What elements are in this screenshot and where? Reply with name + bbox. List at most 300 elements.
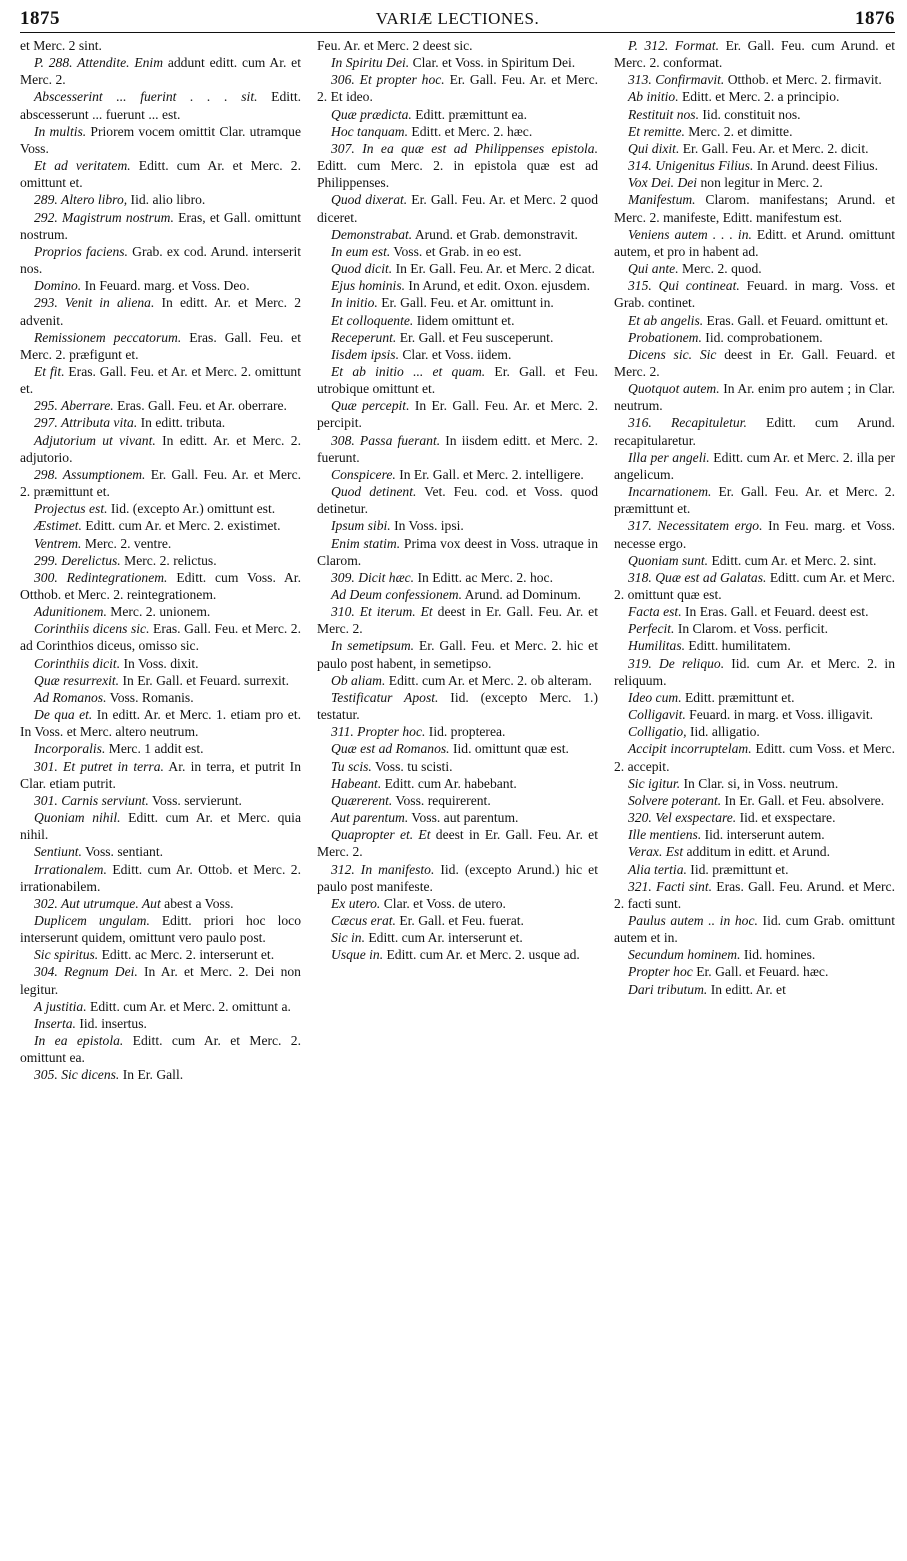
lemma: Quæ est ad Romanos.: [331, 741, 450, 757]
variant-note: Merc. 2. unionem.: [106, 604, 211, 620]
lemma: A justitia.: [34, 998, 87, 1014]
lemma: Et ab initio ... et quam.: [331, 363, 486, 379]
variant-note: Editt. cum Ar. et Merc. 2. omittunt et.: [20, 158, 301, 191]
lemma: Incorporalis.: [34, 741, 106, 757]
apparatus-entry: [20, 946, 301, 963]
variant-note: Er. Gall. et Feu susceperunt.: [396, 329, 554, 345]
running-header: [20, 6, 895, 33]
variant-note: Eras. Gall. Feu. et Ar. oberrare.: [113, 398, 287, 414]
variant-note: Clar. et Voss. iidem.: [398, 346, 512, 362]
apparatus-entry: [614, 689, 895, 706]
lemma: 305. Sic dicens.: [34, 1067, 120, 1083]
apparatus-entry: [614, 981, 895, 998]
lemma: Corinthiis dicens sic.: [34, 621, 150, 637]
variant-note: Eras. Gall. et Feuard. omittunt et.: [703, 312, 889, 328]
lemma: 318. Quæ est ad Galatas.: [628, 569, 767, 585]
apparatus-entry: [317, 346, 598, 363]
apparatus-entry: [20, 123, 301, 157]
apparatus-entry: [614, 414, 895, 448]
lemma: Colligatio,: [628, 724, 687, 740]
apparatus-entry: [317, 912, 598, 929]
variant-note: In editt. tributa.: [137, 415, 226, 431]
apparatus-entry: [317, 71, 598, 105]
apparatus-entry: [614, 380, 895, 414]
apparatus-entry: [614, 569, 895, 603]
column-1: [20, 37, 301, 1084]
lemma: Propter hoc: [628, 964, 693, 980]
variant-note: Editt. cum Ar. et Merc. 2. omittunt quæ est.: [614, 569, 895, 602]
variant-note: Er. Gall. Feu. et Merc. 2. hic et paulo post habent, in semetipso.: [317, 638, 598, 671]
lemma: Quod dixerat.: [331, 192, 408, 208]
variant-note: Er. Gall. et Feuard. hæc.: [692, 964, 829, 980]
lemma: Dicens sic. Sic: [628, 346, 717, 362]
variant-note: Editt. præmittunt ea.: [411, 106, 527, 122]
apparatus-entry: [614, 140, 895, 157]
apparatus-entry: [20, 861, 301, 895]
apparatus-entry: [317, 569, 598, 586]
lemma: Ab initio.: [628, 89, 679, 105]
variant-note: Prima vox deest in Voss. utraque in Clarom.: [317, 535, 598, 568]
variant-note: Voss. requirerent.: [392, 792, 491, 808]
lemma: Proprios faciens.: [34, 243, 128, 259]
lemma: In initio.: [331, 295, 378, 311]
apparatus-entry: [614, 157, 895, 174]
lemma: 311. Propter hoc.: [331, 724, 426, 740]
apparatus-entry: [614, 861, 895, 878]
apparatus-entry: [614, 277, 895, 311]
apparatus-entry: [614, 517, 895, 551]
variant-note: In Voss. dixit.: [120, 655, 199, 671]
apparatus-entry: [317, 123, 598, 140]
lemma: 300. Redintegrationem.: [34, 569, 168, 585]
apparatus-entry: [317, 277, 598, 294]
lemma: 308. Passa fuerant.: [331, 432, 441, 448]
lemma: Demonstrabat.: [331, 226, 413, 242]
apparatus-entry: [20, 414, 301, 431]
lemma: Et ab angelis.: [628, 312, 704, 328]
apparatus-entry: [20, 620, 301, 654]
apparatus-entry: [317, 723, 598, 740]
variant-note: Editt. cum Arund. recapitularetur.: [614, 415, 896, 448]
lemma: Quærerent.: [331, 792, 393, 808]
apparatus-entry: [20, 672, 301, 689]
apparatus-entry: [20, 843, 301, 860]
lemma: Enim statim.: [331, 535, 401, 551]
apparatus-entry: [614, 826, 895, 843]
variant-note: Voss. tu scisti.: [371, 758, 453, 774]
lemma: Sic spiritus.: [34, 947, 99, 963]
apparatus-entry: [614, 912, 895, 946]
variant-note: Merc. 2. et dimitte.: [684, 123, 793, 139]
lemma: Quod detinent.: [331, 484, 417, 500]
lemma: De qua et.: [34, 707, 93, 723]
variant-note: Ar. in terra, et putrit In Clar. etiam putrit.: [20, 758, 301, 791]
variant-note: In Feuard. marg. et Voss. Deo.: [81, 278, 250, 294]
variant-note: Voss. Romanis.: [106, 689, 194, 705]
variant-note: Voss. et Grab. in eo est.: [390, 243, 522, 259]
apparatus-entry: [317, 758, 598, 775]
variant-note: In Feu. marg. et Voss. necesse ergo.: [614, 518, 896, 551]
variant-note: Arund. ad Dominum.: [462, 587, 581, 602]
variant-note: Voss. aut parentum.: [408, 810, 519, 826]
lemma: Sic igitur.: [628, 775, 681, 791]
variant-note: Editt. et Merc. 2. hæc.: [408, 123, 533, 139]
variant-note: Iid. propterea.: [425, 724, 506, 740]
lemma: Iisdem ipsis.: [331, 346, 399, 362]
apparatus-entry: [317, 929, 598, 946]
variant-note: Editt. humilitatem.: [685, 638, 791, 654]
apparatus-entry: [614, 329, 895, 346]
lemma: Facta est.: [628, 604, 682, 620]
lemma: Quotquot autem.: [628, 381, 720, 397]
apparatus-entry: [614, 312, 895, 329]
variant-note: Er. Gall. Feu. Ar. et Merc. 2. præmittunt et.: [20, 466, 302, 500]
variant-note: Editt. cum Ar. et Merc. 2. usque ad.: [383, 947, 580, 963]
variant-note: In Clar. si, in Voss. neutrum.: [680, 775, 839, 791]
lemma: Abscesserint ... fuerint . . . sit.: [34, 89, 258, 105]
variant-note: Iid. alio libro.: [127, 192, 206, 208]
variant-note: Er. Gall. Feu. Ar. et Merc. 2. Et ideo.: [317, 72, 598, 105]
variant-note: Er. Gall. et Feu. fuerat.: [395, 912, 524, 928]
lemma: In eum est.: [331, 243, 391, 259]
variant-note: Eras, et Gall. omittunt nostrum.: [20, 209, 301, 242]
column-3: [614, 37, 895, 1084]
lemma: Usque in.: [331, 947, 384, 963]
variant-note: In Er. Gall. et Merc. 2. intelligere.: [395, 466, 584, 482]
variant-note: Eras. Gall. Feu. et Ar. et Merc. 2. omittunt et.: [20, 363, 301, 397]
variant-note: In Er. Gall. Feu. Ar. et Merc. 2. percipit.: [317, 398, 598, 431]
apparatus-entry: [20, 243, 301, 277]
lemma: 298. Assumptionem.: [34, 466, 146, 482]
variant-note: In editt. Ar. et Merc. 2. adjutorio.: [20, 432, 301, 465]
apparatus-entry: [20, 500, 301, 517]
variant-note: Er. Gall. Feu. Ar. et Merc. 2. dicit.: [679, 140, 869, 156]
apparatus-entry: [614, 809, 895, 826]
variant-note: Iid. homines.: [740, 947, 816, 963]
apparatus-entry: [614, 260, 895, 277]
variant-note: Iid. et exspectare.: [736, 810, 836, 826]
lemma: Projectus est.: [34, 501, 108, 517]
variant-note: Er. Gall. Feu. et Ar. omittunt in.: [377, 295, 554, 311]
apparatus-entry: [317, 54, 598, 71]
apparatus-entry: [614, 123, 895, 140]
apparatus-entry: [317, 809, 598, 826]
variant-note: Er. Gall. et Feu. utrobique omittunt et.: [317, 363, 598, 397]
variant-note: additum in editt. et Arund.: [683, 844, 830, 860]
lemma: 304. Regnum Dei.: [34, 964, 138, 980]
lemma: Probationem.: [628, 329, 702, 345]
apparatus-entry: [317, 106, 598, 123]
variant-note: Iid. (excepto Merc. 1.) testatur.: [317, 689, 598, 723]
apparatus-entry: [20, 895, 301, 912]
variant-note: Clar. et Voss. de utero.: [380, 895, 506, 911]
variant-note: Feu. Ar. et Merc. 2 deest sic.: [317, 38, 473, 53]
apparatus-entry: [20, 740, 301, 757]
variant-note: Er. Gall. Feu. cum Arund. et Merc. 2. conformat.: [614, 38, 896, 71]
variant-note: Editt. cum Ar. et Merc. 2. omittunt ea.: [20, 1033, 301, 1066]
lemma: Humilitas.: [628, 638, 686, 654]
lemma: In multis.: [34, 123, 87, 139]
variant-note: In Arund. deest Filius.: [753, 158, 878, 174]
apparatus-entry: [20, 535, 301, 552]
lemma: 312. In manifesto.: [331, 861, 435, 877]
variant-note: Eras. Gall. Feu. et Merc. 2. ad Corinthios diceus, omisso sic.: [20, 621, 302, 654]
apparatus-entry: [317, 294, 598, 311]
apparatus-entry: [20, 569, 301, 603]
lemma: Vox Dei. Dei: [628, 175, 698, 191]
apparatus-entry: [20, 689, 301, 706]
variant-note: Editt. cum Ar. et Merc. 2. ob alteram.: [385, 672, 592, 688]
apparatus-entry: [317, 363, 598, 397]
lemma: Accipit incorruptelam.: [628, 741, 752, 757]
variant-note: Editt. ac Merc. 2. interserunt et.: [98, 947, 275, 963]
lemma: In semetipsum.: [331, 638, 415, 654]
lemma: 309. Dicit hæc.: [331, 569, 415, 585]
apparatus-entry: [317, 946, 598, 963]
variant-note: Eras. Gall. Feu. et Merc. 2. præfigunt et.: [20, 329, 301, 362]
variant-note: Iid. alligatio.: [686, 724, 760, 740]
variant-note: In Er. Gall. Feu. Ar. et Merc. 2 dicat.: [392, 261, 595, 277]
lemma: Sentiunt.: [34, 844, 82, 860]
variant-note: Arund. et Grab. demonstravit.: [412, 226, 578, 242]
lemma: Et colloquente.: [331, 312, 414, 328]
lemma: Ventrem.: [34, 535, 82, 551]
running-title: VARIÆ LECTIONES.: [375, 9, 540, 28]
apparatus-entry: [614, 637, 895, 654]
lemma: P. 288. Attendite. Enim: [34, 55, 164, 71]
lemma: Paulus autem .. in hoc.: [628, 912, 758, 928]
variant-note: Editt. cum Ar. et Merc. 2. existimet.: [81, 518, 281, 534]
lemma: Verax. Est: [628, 844, 684, 860]
lemma: 301. Et putret in terra.: [34, 758, 164, 774]
apparatus-entry: [20, 706, 301, 740]
lemma: Sic in.: [331, 930, 365, 946]
variant-note: et Merc. 2 sint.: [20, 38, 102, 53]
lemma: Irrationalem.: [34, 861, 107, 877]
variant-note: Clarom. manifestans; Arund. et Merc. 2. manifeste, Editt. manifestum est.: [614, 192, 895, 225]
variant-note: In Clarom. et Voss. perficit.: [674, 621, 828, 637]
lemma: Illa per angeli.: [628, 449, 710, 465]
lemma: In Spiritu Dei.: [331, 55, 410, 71]
apparatus-entry: [614, 963, 895, 980]
lemma: Veniens autem . . . in.: [628, 226, 752, 242]
apparatus-entry: [317, 483, 598, 517]
apparatus-entry: [20, 809, 301, 843]
lemma: 299. Derelictus.: [34, 552, 121, 568]
variant-note: In editt. Ar. et Merc. 1. etiam pro et. In Voss. et Merc. altero neutrum.: [20, 707, 301, 740]
lemma: Quæ resurrexit.: [34, 672, 120, 688]
lemma: Alia tertia.: [628, 861, 687, 877]
lemma: P. 312. Format.: [628, 38, 720, 53]
lemma: Inserta.: [34, 1015, 76, 1031]
apparatus-entry: [614, 723, 895, 740]
apparatus-entry: [614, 174, 895, 191]
variant-note: Er. Gall. Feu. Ar. et Merc. 2 quod diceret.: [317, 192, 599, 225]
lemma: Et ad veritatem.: [34, 158, 131, 174]
variant-note: In Ar. enim pro autem ; in Clar. neutrum.: [614, 381, 896, 414]
lemma: Duplicem ungulam.: [34, 912, 150, 928]
variant-note: Er. Gall. Feu. Ar. et Merc. 2. præmittunt et.: [614, 484, 895, 517]
lemma: 316. Recapituletur.: [628, 415, 747, 431]
variant-note: In Editt. ac Merc. 2. hoc.: [414, 569, 553, 585]
apparatus-entry: [614, 346, 895, 380]
lemma: Æstimet.: [34, 518, 82, 534]
lemma: 321. Facti sint.: [628, 878, 713, 894]
variant-note: Merc. 2. ventre.: [81, 535, 172, 551]
lemma: Incarnationem.: [628, 484, 712, 500]
variant-note: Iid. comprobationem.: [701, 329, 823, 345]
variant-note: Iid. præmittunt et.: [686, 861, 789, 877]
variant-note: Editt. cum Ar. et Merc. 2. sint.: [708, 552, 877, 568]
apparatus-entry: [317, 775, 598, 792]
lemma: Testificatur Apost.: [331, 689, 439, 705]
apparatus-entry: [20, 466, 301, 500]
apparatus-entry: [317, 689, 598, 723]
variant-note: Merc. 2. quod.: [678, 261, 762, 277]
lemma: 320. Vel exspectare.: [628, 810, 737, 826]
apparatus-entry: [317, 397, 598, 431]
apparatus-entry: [317, 226, 598, 243]
apparatus-entry: [317, 466, 598, 483]
lemma: Qui ante.: [628, 261, 679, 277]
variant-note: Priorem vocem omittit Clar. utramque Voss.: [20, 123, 301, 156]
lemma: 310. Et iterum. Et: [331, 604, 433, 620]
apparatus-entry: [614, 483, 895, 517]
lemma: Et remitte.: [628, 123, 685, 139]
apparatus-entry: [20, 157, 301, 191]
apparatus-entry: [614, 655, 895, 689]
lemma: Ipsum sibi.: [331, 518, 391, 534]
variant-note: Grab. ex cod. Arund. interserit nos.: [20, 243, 302, 277]
lemma: Quoniam nihil.: [34, 810, 121, 826]
lemma: Ejus hominis.: [331, 278, 406, 294]
apparatus-entry: [20, 998, 301, 1015]
apparatus-entry: [317, 432, 598, 466]
variant-note: Iid. insertus.: [75, 1015, 147, 1031]
apparatus-entry: [614, 226, 895, 260]
lemma: 289. Altero libro,: [34, 192, 128, 208]
lemma: Ob aliam.: [331, 672, 386, 688]
apparatus-entry: [317, 260, 598, 277]
lemma: Domino.: [34, 278, 82, 294]
lemma: Adjutorium ut vivant.: [34, 432, 156, 448]
variant-note: deest in Er. Gall. Feu. Ar. et Merc. 2.: [317, 604, 598, 637]
lemma: Receperunt.: [331, 329, 397, 345]
lemma: Ad Deum confessionem.: [331, 587, 462, 602]
apparatus-entry: [317, 792, 598, 809]
apparatus-entry: [20, 1032, 301, 1066]
apparatus-entry: [20, 329, 301, 363]
apparatus-entry: [317, 603, 598, 637]
variant-note: Iid. constituit nos.: [699, 106, 801, 122]
variant-note: Editt. præmittunt et.: [681, 689, 795, 705]
apparatus-entry: [614, 706, 895, 723]
apparatus-entry: [20, 37, 301, 54]
lemma: 313. Confirmavit.: [628, 72, 725, 88]
variant-note: addunt editt. cum Ar. et Merc. 2.: [20, 55, 301, 88]
variant-note: Iid. interserunt autem.: [701, 827, 825, 843]
apparatus-entry: [20, 552, 301, 569]
variant-note: abest a Voss.: [160, 895, 234, 911]
apparatus-entry: [20, 191, 301, 208]
variant-note: In Voss. ipsi.: [390, 518, 464, 534]
lemma: 315. Qui contineat.: [628, 278, 740, 294]
lemma: Ad Romanos.: [34, 689, 107, 705]
variant-note: In iisdem editt. et Merc. 2. fuerunt.: [317, 432, 599, 465]
apparatus-entry: [614, 191, 895, 225]
variant-note: Iid. omittunt quæ est.: [449, 741, 569, 757]
variant-note: In editt. Ar. et: [707, 981, 786, 997]
lemma: Ille mentiens.: [628, 827, 702, 843]
lemma: Qui dixit.: [628, 140, 680, 156]
apparatus-entry: [20, 54, 301, 88]
lemma: Ex utero.: [331, 895, 381, 911]
lemma: 293. Venit in aliena.: [34, 295, 155, 311]
lemma: 292. Magistrum nostrum.: [34, 209, 174, 225]
apparatus-entry: [317, 826, 598, 860]
variant-note: Editt. cum Voss. Ar. Otthob. et Merc. 2. reintegrationem.: [20, 569, 301, 602]
left-page-number: 1875: [20, 8, 60, 29]
variant-note: Editt. cum Ar. et Merc. 2. illa per angelicum.: [614, 449, 896, 482]
lemma: Adunitionem.: [34, 604, 107, 620]
lemma: Colligavit.: [628, 707, 686, 723]
variant-note: Editt. cum Ar. habebant.: [381, 775, 517, 791]
apparatus-entry: [317, 861, 598, 895]
column-2: [317, 37, 598, 1084]
lemma: Conspicere.: [331, 466, 396, 482]
variant-note: In editt. Ar. et Merc. 2 advenit.: [20, 295, 301, 328]
apparatus-entry: [614, 878, 895, 912]
apparatus-entry: [20, 517, 301, 534]
lemma: Quapropter et. Et: [331, 827, 431, 843]
variant-note: In Eras. Gall. et Feuard. deest est.: [681, 604, 869, 620]
apparatus-entry: [20, 88, 301, 122]
apparatus-entry: [614, 843, 895, 860]
lemma: Perfecit.: [628, 621, 675, 637]
variant-note: In Er. Gall. et Feu. absolvere.: [721, 792, 885, 808]
lemma: 319. De reliquo.: [628, 655, 725, 671]
lemma: Quæ percepit.: [331, 398, 410, 414]
variant-note: Feuard. in marg. et Voss. illigavit.: [685, 707, 874, 723]
apparatus-entry: [317, 140, 598, 191]
lemma: Dari tributum.: [628, 981, 708, 997]
apparatus-entry: [317, 37, 598, 54]
apparatus-entry: [20, 432, 301, 466]
variant-note: Editt. et Merc. 2. a principio.: [678, 89, 840, 105]
apparatus-entry: [614, 552, 895, 569]
variant-note: Editt. et Arund. omittunt autem, et pro in habent ad.: [614, 226, 896, 259]
lemma: Remissionem peccatorum.: [34, 329, 182, 345]
apparatus-entry: [317, 672, 598, 689]
apparatus-entry: [614, 740, 895, 774]
lemma: Manifestum.: [628, 192, 696, 208]
variant-note: Clar. et Voss. in Spiritum Dei.: [409, 55, 576, 71]
lemma: 302. Aut utrumque. Aut: [34, 895, 161, 911]
variant-note: Voss. servierunt.: [148, 792, 242, 808]
apparatus-entry: [614, 620, 895, 637]
apparatus-entry: [317, 312, 598, 329]
variant-note: Merc. 1 addit est.: [105, 741, 204, 757]
lemma: Corinthiis dicit.: [34, 655, 121, 671]
apparatus-entry: [20, 294, 301, 328]
apparatus-entry: [614, 88, 895, 105]
variant-note: In Ar. et Merc. 2. Dei non legitur.: [20, 964, 301, 997]
apparatus-entry: [614, 106, 895, 123]
lemma: 314. Unigenitus Filius.: [628, 158, 754, 174]
lemma: 306. Et propter hoc.: [331, 72, 445, 88]
variant-note: Vet. Feu. cod. et Voss. quod detinetur.: [317, 484, 598, 517]
variant-note: Otthob. et Merc. 2. firmavit.: [724, 72, 882, 88]
